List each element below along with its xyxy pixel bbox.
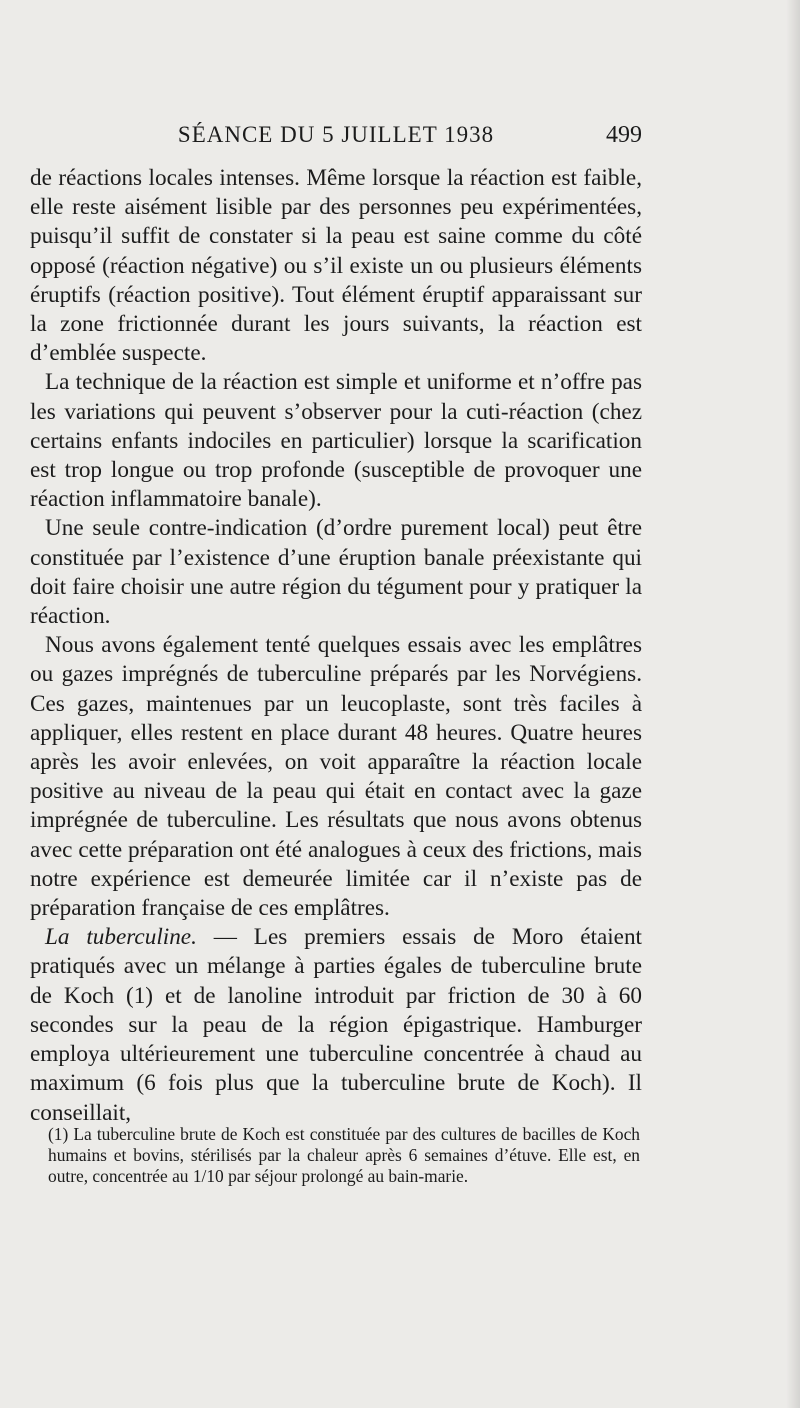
footnote — [48, 1124, 640, 1187]
page-number: 499 — [606, 122, 642, 148]
page-edge-shadow — [786, 0, 800, 1408]
footnote-text: (1) La tuberculine brute de Koch est constituée par des cultures de bacilles de Koch humains et bovins, stérilisés par la chaleur après 6 semaines d’étuve. Elle est, en outre, concentrée au 1/10 par séjour prolongé au bain-marie. — [48, 1124, 640, 1186]
paragraph-4: Nous avons également tenté quelques essais avec les emplâtres ou gazes imprégnés de tuberculine préparés par les Norvégiens. Ces gazes, maintenues par un leucoplaste, sont très faciles à appliquer, elles restent en place durant 48 heures. Quatre heures après les avoir enlevées, on voit apparaître la réaction locale positive au niveau de la peau qui était en contact avec la gaze imprégnée de tuberculine. Les résultats que nous avons obtenus avec cette préparation ont été analogues à ceux des frictions, mais notre expérience est demeurée limitée car il n’existe pas de préparation française de ces emplâtres. — [30, 632, 642, 922]
page-header — [30, 122, 642, 154]
section-heading: La tuberculine. — [45, 924, 197, 951]
section-text: Les premiers essais de Moro étaient pratiqués avec un mélange à parties égales de tuberculine brute de Koch (1) et de lanoline introduit par friction de 30 à 60 secondes sur la peau de la région épigastrique. Hamburger employa ultérieurement une tuberculine concentrée à chaud au maximum (6 fois plus que la tuberculine brute de Koch). Il conseillait, — [30, 924, 642, 1126]
paragraph-3: Une seule contre-indication (d’ordre purement local) peut être constituée par l’existence d’une éruption banale préexistante qui doit faire choisir une autre région du tégument pour y pratiquer la réaction. — [30, 515, 642, 630]
paragraph-5 — [30, 923, 642, 1127]
section-dash: — — [196, 924, 254, 951]
paragraph-2: La technique de la réaction est simple et uniforme et n’offre pas les variations qui peuvent s’observer pour la cuti-réaction (chez certains enfants indociles en particulier) lorsque la scarification est trop longue ou trop profonde (susceptible de provoquer une réaction inflammatoire banale). — [30, 369, 642, 513]
running-head: SÉANCE DU 5 JUILLET 1938 — [177, 122, 495, 147]
body-text — [30, 164, 642, 1128]
paragraph-1: de réactions locales intenses. Même lorsque la réaction est faible, elle reste aisément lisible par des personnes peu expérimentées, puisqu’il suffit de constater si la peau est saine comme du côté opposé (réaction négative) ou s’il existe un ou plusieurs éléments éruptifs (réaction positive). Tout élément éruptif apparaissant sur la zone frictionnée durant les jours suivants, la réaction est d’emblée suspecte. — [30, 165, 642, 367]
